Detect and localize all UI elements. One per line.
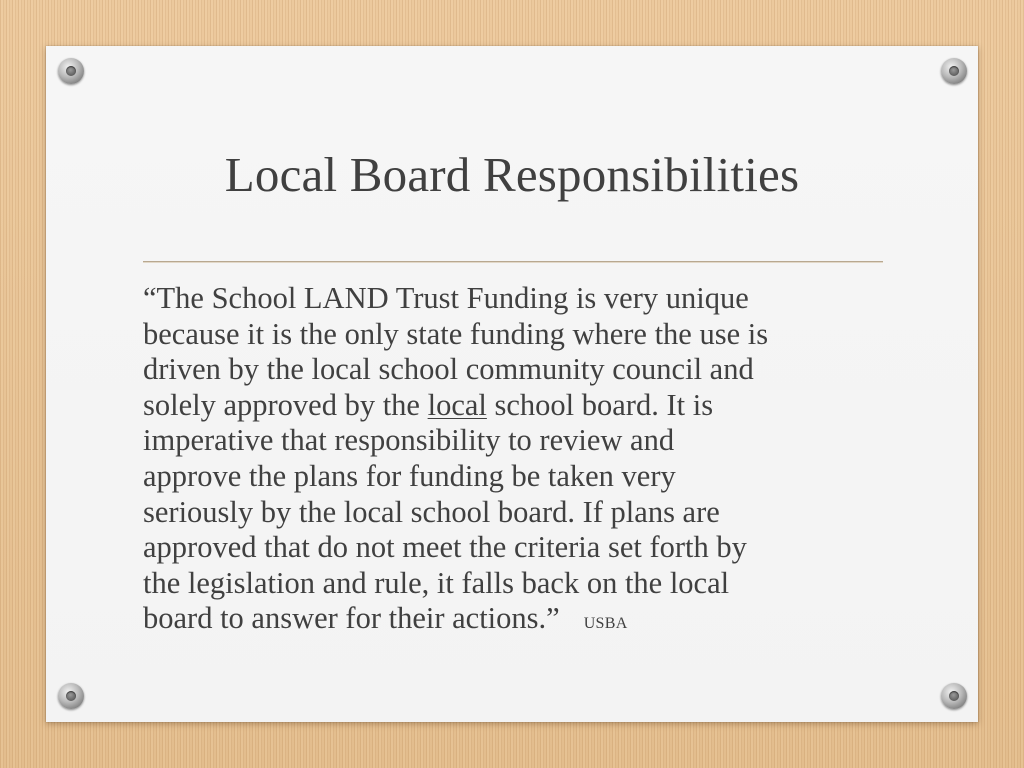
- quote-line: the legislation and rule, it falls back on the local: [143, 565, 730, 600]
- title-divider: [143, 261, 883, 263]
- thumbtack-icon: [58, 683, 84, 709]
- quote-text: solely approved by the: [143, 387, 428, 422]
- quote-text: board to answer for their actions.”: [143, 601, 560, 636]
- quote-line: [143, 388, 903, 424]
- quote-body: [143, 281, 903, 642]
- quote-line: driven by the local school community council and: [143, 352, 754, 387]
- thumbtack-icon: [941, 58, 967, 84]
- quote-line: because it is the only state funding where the use is: [143, 316, 769, 351]
- underlined-word: local: [427, 387, 487, 422]
- thumbtack-icon: [58, 58, 84, 84]
- quote-line: approved that do not meet the criteria set forth by: [143, 530, 747, 565]
- thumbtack-icon: [941, 683, 967, 709]
- quote-line: “The School LAND Trust Funding is very unique: [143, 281, 749, 315]
- quote-line: seriously by the local school board. If plans are: [143, 494, 720, 529]
- quote-source: USBA: [583, 615, 628, 633]
- quote-text: school board. It is: [486, 387, 714, 422]
- quote-line: approve the plans for funding be taken very: [143, 458, 676, 493]
- quote-line: [143, 601, 903, 642]
- quote-line: imperative that responsibility to review and: [143, 423, 675, 458]
- slide-title: Local Board Responsibilities: [224, 147, 800, 202]
